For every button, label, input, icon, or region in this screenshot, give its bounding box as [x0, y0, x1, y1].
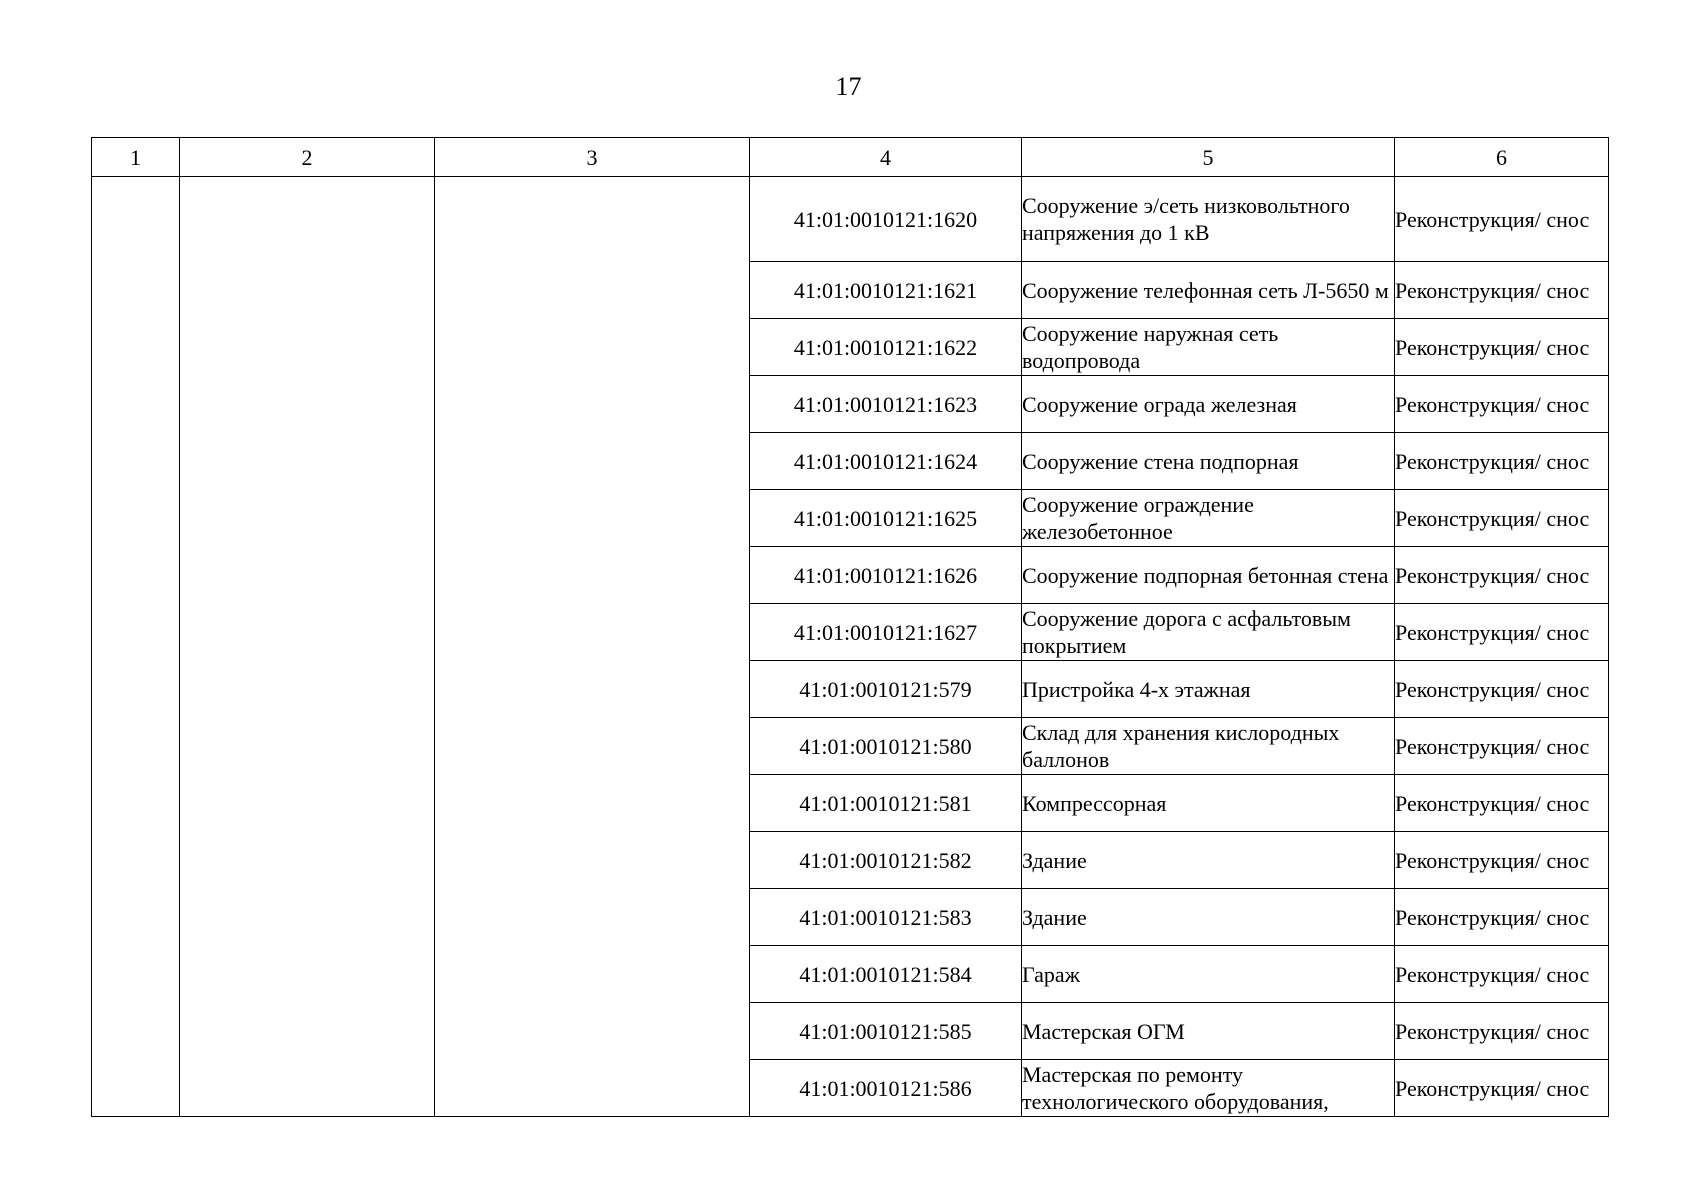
object-name-cell: Сооружение ограда железная — [1022, 376, 1395, 433]
cadastral-number-cell: 41:01:0010121:1624 — [750, 433, 1022, 490]
object-name-cell: Мастерская ОГМ — [1022, 1003, 1395, 1060]
cadastral-number-cell: 41:01:0010121:581 — [750, 775, 1022, 832]
cadastral-number-cell: 41:01:0010121:582 — [750, 832, 1022, 889]
cadastral-number-cell: 41:01:0010121:586 — [750, 1060, 1022, 1117]
column-number-6: 6 — [1395, 138, 1609, 177]
cadastral-number-cell: 41:01:0010121:1623 — [750, 376, 1022, 433]
object-name-cell: Склад для хранения кислородных баллонов — [1022, 718, 1395, 775]
object-name-cell: Сооружение подпорная бетонная стена — [1022, 547, 1395, 604]
column-number-3: 3 — [435, 138, 750, 177]
object-name-cell: Сооружение наружная сеть водопровода — [1022, 319, 1395, 376]
cadastral-number-cell: 41:01:0010121:1625 — [750, 490, 1022, 547]
column-number-4: 4 — [750, 138, 1022, 177]
object-name-cell: Сооружение дорога с асфальтовым покрытием — [1022, 604, 1395, 661]
planned-action-cell: Реконструкция/ снос — [1395, 490, 1609, 547]
planned-action-cell: Реконструкция/ снос — [1395, 661, 1609, 718]
planned-action-cell: Реконструкция/ снос — [1395, 319, 1609, 376]
cadastral-number-cell: 41:01:0010121:584 — [750, 946, 1022, 1003]
objects-table — [91, 137, 1609, 1117]
cadastral-number-cell: 41:01:0010121:583 — [750, 889, 1022, 946]
object-name-cell: Сооружение ограждение железобетонное — [1022, 490, 1395, 547]
planned-action-cell: Реконструкция/ снос — [1395, 547, 1609, 604]
cadastral-number-cell: 41:01:0010121:579 — [750, 661, 1022, 718]
object-name-cell: Гараж — [1022, 946, 1395, 1003]
planned-action-cell: Реконструкция/ снос — [1395, 775, 1609, 832]
blank-cell-col1 — [92, 177, 180, 1117]
column-number-row — [92, 138, 1609, 177]
planned-action-cell: Реконструкция/ снос — [1395, 433, 1609, 490]
cadastral-number-cell: 41:01:0010121:1622 — [750, 319, 1022, 376]
object-name-cell: Компрессорная — [1022, 775, 1395, 832]
cadastral-number-cell: 41:01:0010121:1620 — [750, 177, 1022, 262]
planned-action-cell: Реконструкция/ снос — [1395, 262, 1609, 319]
object-name-cell: Пристройка 4-х этажная — [1022, 661, 1395, 718]
cadastral-number-cell: 41:01:0010121:580 — [750, 718, 1022, 775]
planned-action-cell: Реконструкция/ снос — [1395, 718, 1609, 775]
planned-action-cell: Реконструкция/ снос — [1395, 1060, 1609, 1117]
cadastral-number-cell: 41:01:0010121:1627 — [750, 604, 1022, 661]
planned-action-cell: Реконструкция/ снос — [1395, 177, 1609, 262]
table-body — [92, 177, 1609, 1117]
planned-action-cell: Реконструкция/ снос — [1395, 889, 1609, 946]
object-name-cell: Здание — [1022, 889, 1395, 946]
cadastral-number-cell: 41:01:0010121:585 — [750, 1003, 1022, 1060]
object-name-cell: Сооружение стена подпорная — [1022, 433, 1395, 490]
planned-action-cell: Реконструкция/ снос — [1395, 946, 1609, 1003]
column-number-5: 5 — [1022, 138, 1395, 177]
planned-action-cell: Реконструкция/ снос — [1395, 832, 1609, 889]
planned-action-cell: Реконструкция/ снос — [1395, 376, 1609, 433]
object-name-cell: Сооружение э/сеть низковольтного напряжения до 1 кВ — [1022, 177, 1395, 262]
planned-action-cell: Реконструкция/ снос — [1395, 1003, 1609, 1060]
cadastral-number-cell: 41:01:0010121:1621 — [750, 262, 1022, 319]
column-number-1: 1 — [92, 138, 180, 177]
column-number-2: 2 — [180, 138, 435, 177]
cadastral-number-cell: 41:01:0010121:1626 — [750, 547, 1022, 604]
blank-cell-col2 — [180, 177, 435, 1117]
planned-action-cell: Реконструкция/ снос — [1395, 604, 1609, 661]
blank-cell-col3 — [435, 177, 750, 1117]
page-number: 17 — [835, 72, 862, 101]
object-name-cell: Здание — [1022, 832, 1395, 889]
object-name-cell: Сооружение телефонная сеть Л-5650 м — [1022, 262, 1395, 319]
table-row — [92, 177, 1609, 262]
object-name-cell: Мастерская по ремонту технологического оборудования, — [1022, 1060, 1395, 1117]
